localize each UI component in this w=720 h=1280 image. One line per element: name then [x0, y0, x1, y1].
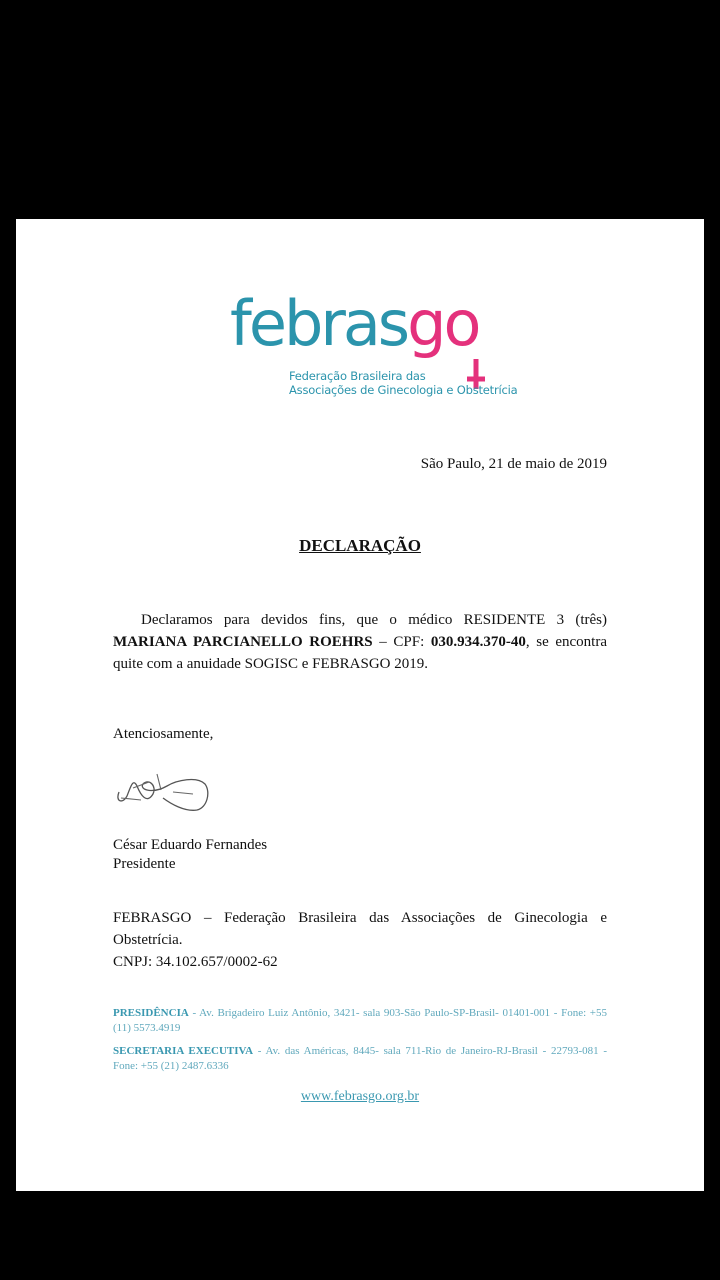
declaration-paragraph	[113, 609, 607, 675]
logo-wordmark	[230, 287, 479, 360]
handwritten-signature	[113, 764, 213, 820]
closing-salutation: Atenciosamente,	[113, 726, 214, 742]
organization-cnpj: CNPJ: 34.102.657/0002-62	[113, 954, 278, 970]
presidencia-address: - Av. Brigadeiro Luiz Antônio, 3421- sala 903-São Paulo-SP-Brasil- 01401-001 - Fone: +55 (11) 5573.4919	[113, 1007, 607, 1034]
febrasgo-logo	[230, 287, 520, 399]
footer-secretaria	[113, 1044, 607, 1074]
cpf-label: – CPF:	[372, 634, 431, 650]
declaration-intro: Declaramos para devidos fins, que o médico RESIDENTE 3 (três)	[141, 612, 607, 628]
declaration-rest: , se encontra quite com a anuidade SOGISC e FEBRASGO 2019.	[113, 634, 607, 672]
document-title: DECLARAÇÃO	[299, 536, 421, 555]
website-link[interactable]: www.febrasgo.org.br	[300, 1089, 420, 1104]
organization-block	[113, 907, 607, 973]
logo-word-main: febras	[230, 287, 408, 360]
logo-subtitle-line1: Federação Brasileira das	[289, 369, 426, 383]
signer-block	[113, 836, 267, 874]
secretaria-label: SECRETARIA EXECUTIVA	[113, 1045, 254, 1057]
document-date: São Paulo, 21 de maio de 2019	[420, 456, 607, 472]
cpf-number: 030.934.370-40	[430, 634, 526, 650]
declarant-name: MARIANA PARCIANELLO ROEHRS	[113, 634, 373, 650]
footer-presidencia	[113, 1006, 607, 1036]
logo-subtitle-line2: Associações de Ginecologia e Obstetrícia	[289, 383, 518, 397]
logo-word-accent: go	[407, 287, 479, 360]
document-page	[16, 219, 704, 1191]
organization-name: FEBRASGO – Federação Brasileira das Associações de Ginecologia e Obstetrícia.	[113, 910, 607, 948]
signer-name: César Eduardo Fernandes	[113, 837, 268, 853]
presidencia-label: PRESIDÊNCIA	[113, 1007, 189, 1019]
signer-role: Presidente	[113, 856, 176, 872]
secretaria-address: - Av. das Américas, 8445- sala 711-Rio de Janeiro-RJ-Brasil - 22793-081 - Fone: +55 (21) 2487.6336	[113, 1045, 607, 1072]
